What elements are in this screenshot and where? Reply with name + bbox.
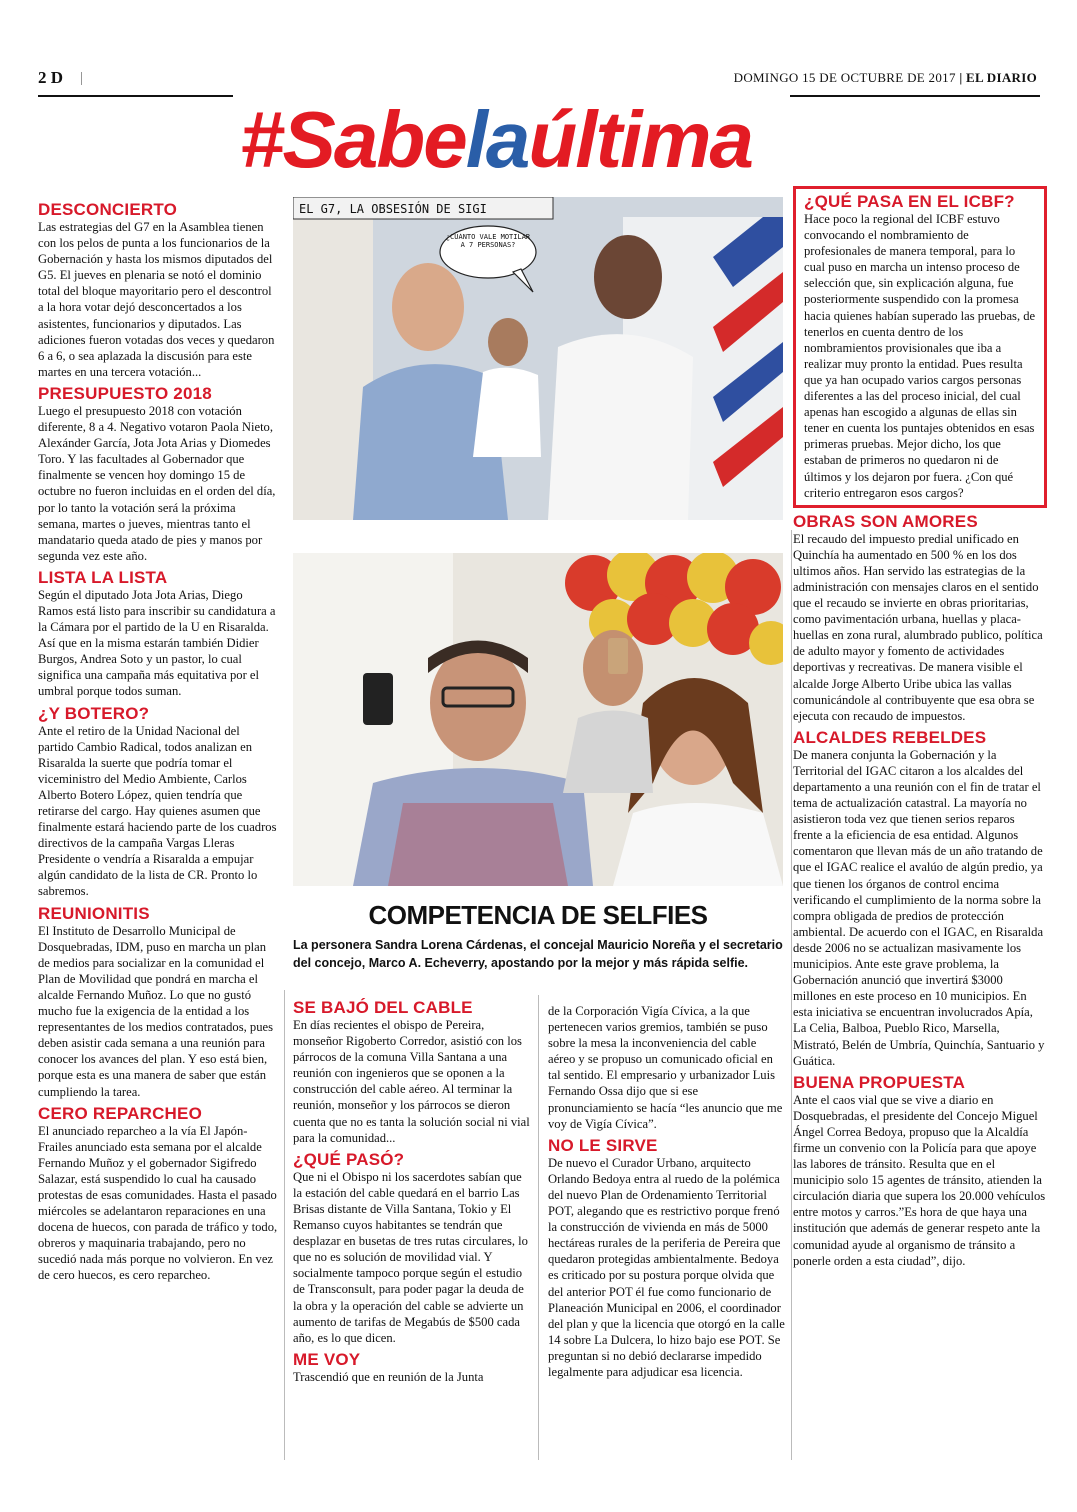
news-brief bbox=[293, 1350, 533, 1385]
news-brief bbox=[793, 512, 1047, 724]
brief-body: Ante el retiro de la Unidad Nacional del partido Cambio Radical, todos analizan en Risaralda la suerte que podría tomar el viceministro del Medio Ambiente, Carlos Alberto Botero López, quien tendría que retirarse del cargo. Hay quienes asumen que finalmente estará haciendo parte de los cuadros directivos de la campaña Vargas Lleras Presidente o vendría a Risaralda a empujar algún candidato de la lista de CR. Pronto lo sabremos. bbox=[38, 723, 277, 899]
middle-column-b bbox=[548, 1003, 786, 1384]
brief-body: Hace poco la regional del ICBF estuvo convocando el nombramiento de profesionales de manera temporal, para lo cual puso en marcha un intenso proceso de selección que, sin explicación alguna, fue posteriormente suspendido con la promesa hacia quienes habían superado las pruebas, de tenerlos en cuenta dentro de los nombramientos provisionales que iba a realizar muy pronto la entidad. Pues resulta que ya han ocupado varios cargos personas diferentes a las del proceso inicial, del cual apenas han escogido a algunas de ellas sin tener en cuenta los puntajes obtenidos en esas primeras pruebas. Mejor dicho, los que estaban de primeros no quedaron ni de últimos y los dejaron por fuera. ¿Con qué criterio entregaron esos cargos? bbox=[804, 212, 1036, 500]
right-column bbox=[793, 186, 1047, 1273]
brief-headline: CERO REPARCHEO bbox=[38, 1103, 203, 1123]
section-masthead bbox=[240, 96, 752, 184]
brief-body: Según el diputado Jota Jota Arias, Diego Ramos está listo para inscribir su candidatura a la Cámara por el partido de la U en Risaralda. Así que en la misma estarán también Didier Burgos, Andrea Soto y un pastor, lo cual significa una campaña más equitativa por el umbral porque todos suman. bbox=[38, 587, 276, 699]
brief-body: En días recientes el obispo de Pereira, monseñor Rigoberto Corredor, asistió con los párrocos de la comuna Villa Santana a una reunión con ingenieros que se oponen a la construcción del cable aéreo. Al terminar la reunión, monseñor y los párrocos se dieron cuenta que no es tanta la solución social ni vial para la comunidad... bbox=[293, 1018, 530, 1145]
news-brief bbox=[38, 384, 278, 564]
selfie-illustration bbox=[293, 553, 783, 886]
brief-body: El recaudo del impuesto predial unificado en Quinchía ha aumentado en 500 % en los dos ultimos años. Han servido las estrategias de la administración con mensajes claros en el sentido que el recaudo se invierte en obras prioritarias, como pavimentación urbana, huellas y placa-huellas en zona rural, alumbrado publico, política de adulto mayor y fomento de actividades deportivas y recreativas. De manera visible el alcalde Jorge Alberto Uribe ubica las vallas comunicándole al contribuyente que esa obra se ejecuta con recaudo de impuestos. bbox=[793, 531, 1043, 723]
news-brief bbox=[548, 1003, 786, 1132]
selfie-photo bbox=[293, 553, 783, 886]
left-column bbox=[38, 200, 278, 1288]
page-separator: | bbox=[80, 70, 84, 86]
brief-headline: PRESUPUESTO 2018 bbox=[38, 383, 212, 403]
news-brief bbox=[38, 1104, 278, 1284]
news-brief bbox=[548, 1136, 786, 1380]
brief-body: Que ni el Obispo ni los sacerdotes sabían que la estación del cable quedará en el barrio Las Brisas distante de Villa Santana, Tokio y El Remanso cuyos habitantes se tendrán que desplazar en busetas de tres rutas circulares, lo que no es solución de movilidad vial. Y socialmente tampoco porque según el estudio de Transconsult, para poder pagar la deuda de la obra y la operación del cable se advierte un aumento de tarifas de Megabús de $500 cada año, es lo que dicen. bbox=[293, 1169, 528, 1345]
news-brief bbox=[793, 1073, 1047, 1269]
brief-headline: ¿Y BOTERO? bbox=[38, 703, 150, 723]
news-brief bbox=[793, 728, 1047, 1069]
brief-body: de la Corporación Vigía Cívica, a la que pertenecen varios gremios, también se puso sobre la mesa la inconveniencia del cable aéreo y se propuso un comunicado oficial en tal sentido. El empresario y urbanizador Luis Fernando Ossa dijo que si ese pronunciamiento se hacía “les anuncio que me voy de Vigía Cívica”. bbox=[548, 1004, 783, 1131]
newspaper-name: | EL DIARIO bbox=[959, 70, 1037, 85]
brief-body: De manera conjunta la Gobernación y la Territorial del IGAC citaron a los alcaldes del departamento a una reunión con el fin de tratar el tema de actualización catastral. La mayoría no asistieron toda vez que tienen serios reparos frente a la eficiencia de esa entidad. Algunos comentaron que llevan más de un año tratando de que el IGAC realice el avalúo de algún predio, ya que tienen los órganos de control encima verificando el cumplimiento de la norma sobre la compra obligada de predios de protección ambiental. De acuerdo con el IGAC, en Risaralda desde 2006 no se actualizan masivamente los municipios. Ante este grave problema, la Gobernación anunció que invertirá $3000 millones en este proceso en 10 municipios. En esta iniciativa se encuentran involucrados Apía, La Celia, Balboa, Pueblo Rico, Marsella, Mistrató, Belén de Umbría, Quinchía, Santuario y Guática. bbox=[793, 747, 1045, 1068]
brief-headline: OBRAS SON AMORES bbox=[793, 511, 978, 531]
masthead-part-3: última bbox=[528, 95, 753, 184]
middle-column-a bbox=[293, 998, 533, 1389]
brief-headline: DESCONCIERTO bbox=[38, 200, 178, 219]
column-rule bbox=[538, 995, 539, 1460]
cartoon-photo bbox=[293, 197, 783, 520]
news-brief bbox=[38, 904, 278, 1100]
column-rule bbox=[284, 990, 285, 1460]
masthead-part-1: #Sabe bbox=[240, 95, 466, 184]
brief-body: Las estrategias del G7 en la Asamblea tienen con los pelos de punta a los funcionarios de la Gobernación y hasta los mismos diputados del G5. El jueves en plenaria se notó el dominio total del bloque mayoritario pero el descontrol a la hora votar dejó desconcertados a los asistentes, funcionarios y diputados. Las adiciones fueron votadas dos veces y quedaron 6 a 6, o sea aplazada la discusión para este martes en una tercera votación... bbox=[38, 220, 275, 379]
brief-body: Ante el caos vial que se vive a diario en Dosquebradas, el presidente del Concejo Miguel Ángel Correa Bedoya, propuso que la Alcaldía firme un convenio con la Policía para que apoye las labores de tránsito. Resulta que en el municipio solo 15 agentes de tránsito, atienden la circulación diaria que supera los 20.000 vehículos entre motos y carros.”Es hora de que haya una institución que además de generar respeto ante la comunidad ayude al organismo de tránsito a ponerle orden a esta ciudad”, dijo. bbox=[793, 1092, 1046, 1268]
brief-headline: ME VOY bbox=[293, 1349, 361, 1369]
cartoon-label: EL G7, LA OBSESIÓN DE SIGI bbox=[299, 202, 487, 216]
photo-caption-text: La personera Sandra Lorena Cárdenas, el concejal Mauricio Noreña y el secretario del concejo, Marco A. Echeverry, apostando por la mejor y más rápida selfie. bbox=[293, 938, 783, 970]
brief-headline: ¿QUÉ PASA EN EL ICBF? bbox=[804, 192, 1015, 211]
brief-body: El anunciado reparcheo a la vía El Japón-Frailes anunciado esta semana por el alcalde Fernando Muñoz y el gobernador Sigifredo Salazar, está suspendido lo cual ha causado protestas de esas comunidades. Hasta el pasado miércoles se adelantaron reparaciones en una docena de huecos, con parada de tráfico y todo, obreros y maquinaria trabajando, pero no sucedió nada más porque no volvieron. En vez de cero huecos, es cero reparcheo. bbox=[38, 1123, 278, 1283]
brief-headline: SE BAJÓ DEL CABLE bbox=[293, 998, 473, 1017]
dateline bbox=[734, 70, 1037, 86]
brief-headline: REUNIONITIS bbox=[38, 903, 150, 923]
masthead-part-2: la bbox=[465, 95, 529, 184]
header-rule-right bbox=[790, 95, 1040, 97]
brief-body: Trascendió que en reunión de la Junta bbox=[293, 1369, 484, 1384]
cartoon-illustration bbox=[293, 197, 783, 520]
column-rule bbox=[791, 530, 792, 1460]
news-brief bbox=[293, 1150, 533, 1346]
issue-date: DOMINGO 15 DE OCTUBRE DE 2017 bbox=[733, 70, 956, 85]
brief-headline: BUENA PROPUESTA bbox=[793, 1072, 966, 1092]
news-brief bbox=[38, 200, 278, 380]
brief-headline: ALCALDES REBELDES bbox=[793, 727, 987, 747]
brief-headline: LISTA LA LISTA bbox=[38, 567, 168, 587]
header-rule-left bbox=[38, 95, 233, 97]
brief-headline: ¿QUÉ PASÓ? bbox=[293, 1149, 405, 1169]
news-brief bbox=[38, 704, 278, 900]
news-brief bbox=[293, 998, 533, 1146]
brief-body: De nuevo el Curador Urbano, arquitecto Orlando Bedoya entra al ruedo de la polémica del nuevo Plan de Ordenamiento Territorial POT, alegando que es restrictivo porque frenó la construcción de vivienda en más de 5000 hectáreas rurales de la periferia de Pereira que quedaron protegidas ambientalmente. Bedoya es criticado por su postura porque olvida que del anterior POT él fue como funcionario de Planeación Municipal en 2006, el coordinador del plan y que la licencia que otorgó en la calle 14 sobre La Dulcera, lo hizo bajo ese POT. Se preguntan si no debió declararse impedido legalmente para adjudicar esa licencia. bbox=[548, 1155, 785, 1379]
brief-body: El Instituto de Desarrollo Municipal de Dosquebradas, IDM, puso en marcha un plan de medios para socializar en la comunidad el Plan de Movilidad que pondrá en marcha el alcalde Fernando Muñoz. Lo que no gustó mucho fue la exigencia de la entidad a los representantes de los medios contratados, pues deben asistir cada semana a una reunión para conocer los avances del plan. Y eso está bien, porque esta es una manera de saber que están cumpliendo la tarea. bbox=[38, 923, 274, 1099]
news-brief bbox=[793, 186, 1047, 508]
speech-bubble-text: ¿CUÁNTO VALE MOTILAR A 7 PERSONAS? bbox=[445, 233, 531, 249]
news-brief bbox=[38, 568, 278, 700]
page-number: 2 D bbox=[38, 68, 64, 87]
photo-caption-title: COMPETENCIA DE SELFIES bbox=[368, 900, 708, 930]
brief-headline: NO LE SIRVE bbox=[548, 1135, 658, 1155]
brief-body: Luego el presupuesto 2018 con votación diferente, 8 a 4. Negativo votaron Paola Nieto, Alexánder García, Jota Jota Arias y Diomedes Toro. Y las facultades al Gobernador que finalmente se vencen hoy domingo 15 de octubre no fueron incluidas en el orden del día, por lo tanto la votación será la próxima semana, martes o jueves, mientras tanto el mandatario queda atado de pies y manos por segunda vez este año. bbox=[38, 403, 276, 563]
